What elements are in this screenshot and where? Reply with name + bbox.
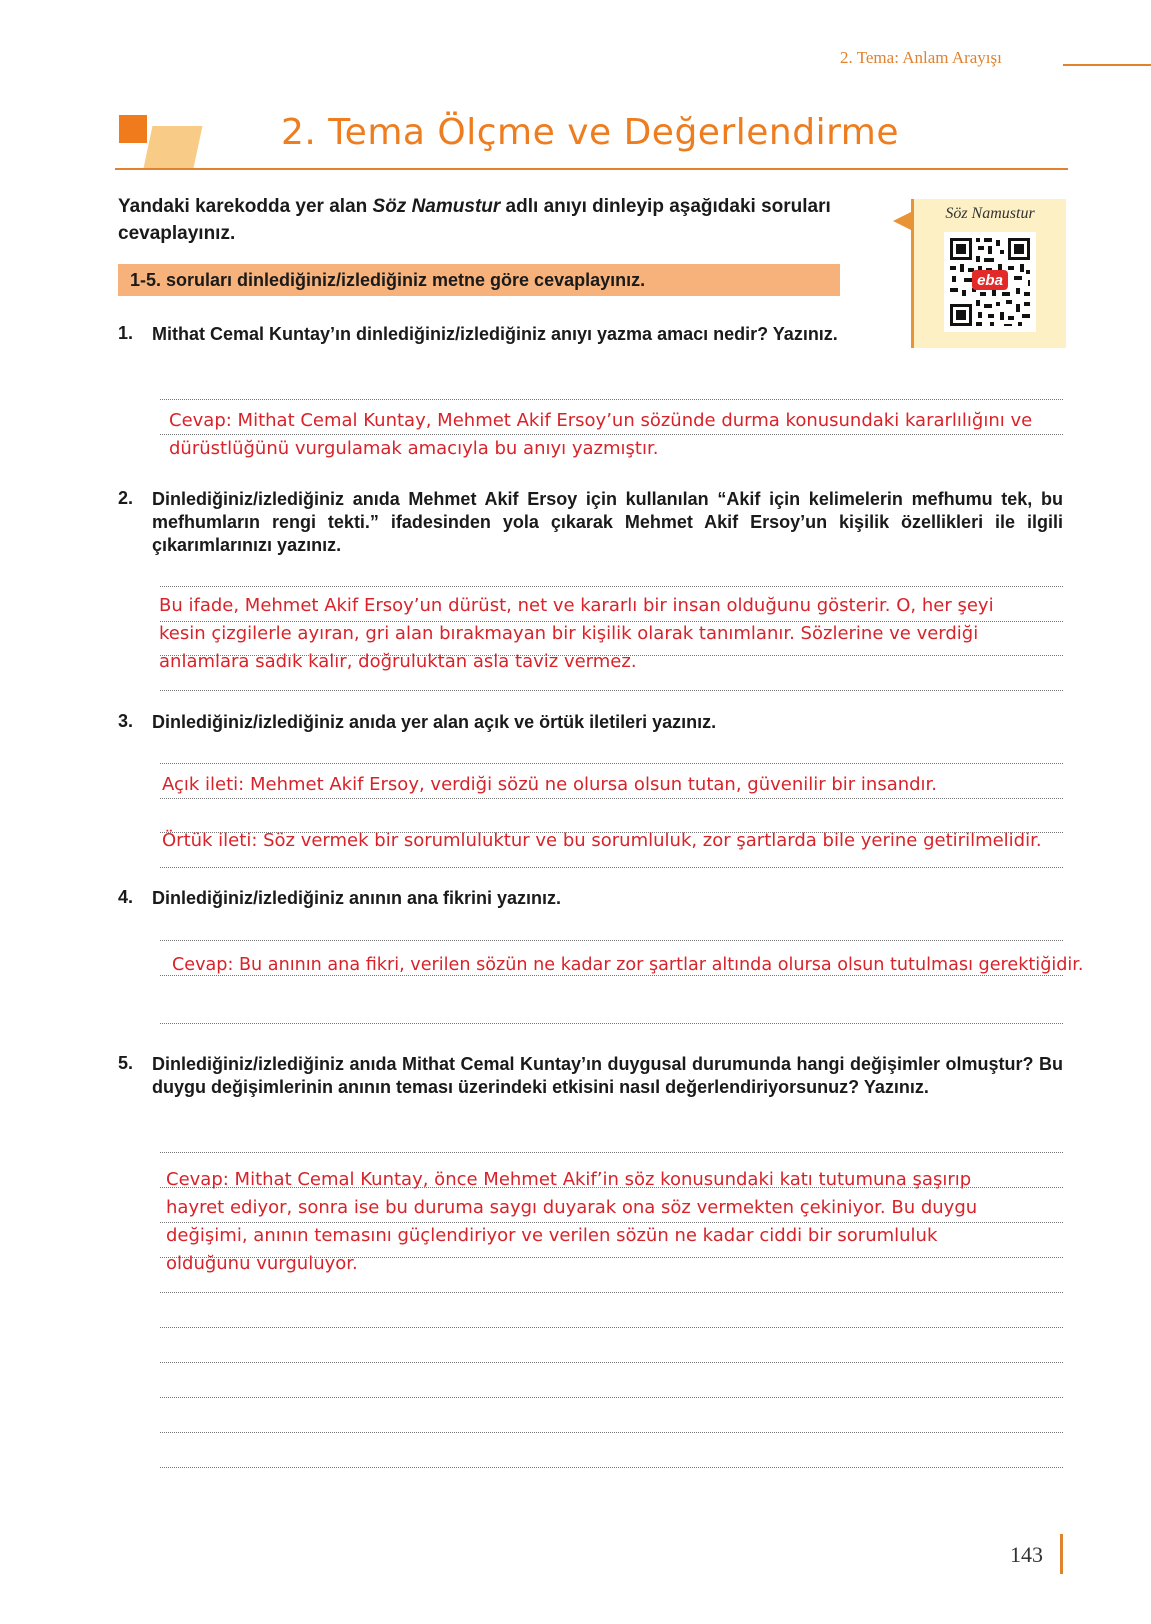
- answer-5-line-3[interactable]: değişimi, anının temasını güçlendiriyor ve verilen sözün ne kadar ciddi bir sorumluluk: [166, 1225, 938, 1246]
- answer-4-line-1[interactable]: Cevap: Bu anının ana fikri, verilen sözün ne kadar zor şartlar altında olursa olsun tutulması gerektiğidir.: [172, 955, 1084, 975]
- eba-badge: eba: [977, 272, 1003, 289]
- page-number-bar: [1060, 1534, 1063, 1574]
- answer-3-line-1[interactable]: Açık ileti: Mehmet Akif Ersoy, verdiği sözü ne olursa olsun tutan, güvenilir bir insandır.: [162, 774, 938, 795]
- question-3-text: Dinlediğiniz/izlediğiniz anıda yer alan açık ve örtük iletileri yazınız.: [152, 712, 717, 732]
- answer-line: [160, 690, 1063, 691]
- answer-5-line-2[interactable]: hayret ediyor, sonra ise bu duruma saygı duyarak ona söz vermekten çekiniyor. Bu duygu: [166, 1197, 978, 1218]
- page-title: 2. Tema Ölçme ve Değerlendirme: [281, 112, 899, 153]
- running-head-rule: [1063, 64, 1151, 66]
- question-2-number: 2.: [118, 488, 134, 508]
- answer-line: [160, 1327, 1063, 1328]
- question-5-number: 5.: [118, 1053, 134, 1073]
- answer-line: [160, 763, 1063, 764]
- question-4-text: Dinlediğiniz/izlediğiniz anının ana fikrini yazınız.: [152, 888, 562, 908]
- answer-line: [160, 586, 1063, 587]
- answer-line: [160, 1397, 1063, 1398]
- page-number: 143: [1010, 1542, 1043, 1567]
- intro-before: Yandaki karekodda yer alan: [118, 196, 373, 217]
- answer-line: [160, 1023, 1063, 1024]
- answer-2-line-1[interactable]: Bu ifade, Mehmet Akif Ersoy’un dürüst, net ve kararlı bir insan olduğunu gösterir. O, her şeyi: [159, 595, 994, 616]
- question-3-number: 3.: [118, 711, 134, 731]
- answer-2-line-2[interactable]: kesin çizgilerle ayıran, gri alan bırakmayan bir kişilik olarak tanımlanır. Sözlerine ve verdiği: [159, 623, 979, 644]
- answer-line: [160, 940, 1063, 941]
- answer-2-line-3[interactable]: anlamlara sadık kalır, doğruluktan asla taviz vermez.: [159, 651, 637, 672]
- question-4-number: 4.: [118, 887, 134, 907]
- intro-after: adlı anıyı dinleyip aşağıdaki soruları cevaplayınız.: [118, 196, 831, 244]
- title-decoration-parallelogram: [144, 126, 203, 168]
- answer-1-line-2[interactable]: dürüstlüğünü vurgulamak amacıyla bu anıyı yazmıştır.: [169, 438, 659, 459]
- qr-title: Söz Namustur: [945, 205, 1035, 222]
- answer-line: [160, 1362, 1063, 1363]
- title-decoration-square: [119, 115, 147, 143]
- intro-text: [118, 193, 888, 247]
- intro-italic-title: Söz Namustur: [372, 196, 501, 217]
- title-rule: [115, 168, 1068, 170]
- question-1-text: Mithat Cemal Kuntay’ın dinlediğiniz/izlediğiniz anıyı yazma amacı nedir? Yazınız.: [152, 324, 838, 344]
- answer-line: [160, 1467, 1063, 1468]
- running-head: 2. Tema: Anlam Arayışı: [840, 48, 1002, 67]
- qr-box: [911, 199, 1066, 348]
- answer-line: [160, 1432, 1063, 1433]
- instruction-banner: 1-5. soruları dinlediğiniz/izlediğiniz metne göre cevaplayınız.: [118, 264, 840, 296]
- answer-line: [160, 1152, 1063, 1153]
- qr-code-icon[interactable]: [944, 232, 1036, 332]
- qr-pointer-icon: [893, 212, 911, 230]
- question-1-number: 1.: [118, 323, 134, 343]
- answer-line: [160, 1292, 1063, 1293]
- answer-5-line-1[interactable]: Cevap: Mithat Cemal Kuntay, önce Mehmet Akif’in söz konusundaki katı tutumuna şaşırıp: [166, 1169, 972, 1190]
- question-2-text: Dinlediğiniz/izlediğiniz anıda Mehmet Akif Ersoy için kullanılan “Akif için kelimelerin mefhumu tek, bu mefhumların rengi tekti.” ifadesinden yola çıkarak Mehmet Akif Ersoy’un kişilik özellikleri ile ilgili çıkarımlarınızı yazınız.: [152, 489, 1063, 555]
- question-5-text: Dinlediğiniz/izlediğiniz anıda Mithat Cemal Kuntay’ın duygusal durumunda hangi değişimler olmuştur? Bu duygu değişimlerinin anının teması üzerindeki etkisini nasıl değerlendiriyorsunuz? Yazınız.: [152, 1054, 1063, 1097]
- answer-3-line-2[interactable]: Örtük ileti: Söz vermek bir sorumluluktur ve bu sorumluluk, zor şartlarda bile yerine getirilmelidir.: [162, 830, 1042, 851]
- answer-1-line-1[interactable]: Cevap: Mithat Cemal Kuntay, Mehmet Akif Ersoy’un sözünde durma konusundaki kararlılığını ve: [169, 410, 1033, 431]
- answer-5-line-4[interactable]: olduğunu vurguluyor.: [166, 1253, 358, 1274]
- answer-line: [160, 399, 1063, 400]
- answer-line: [160, 867, 1063, 868]
